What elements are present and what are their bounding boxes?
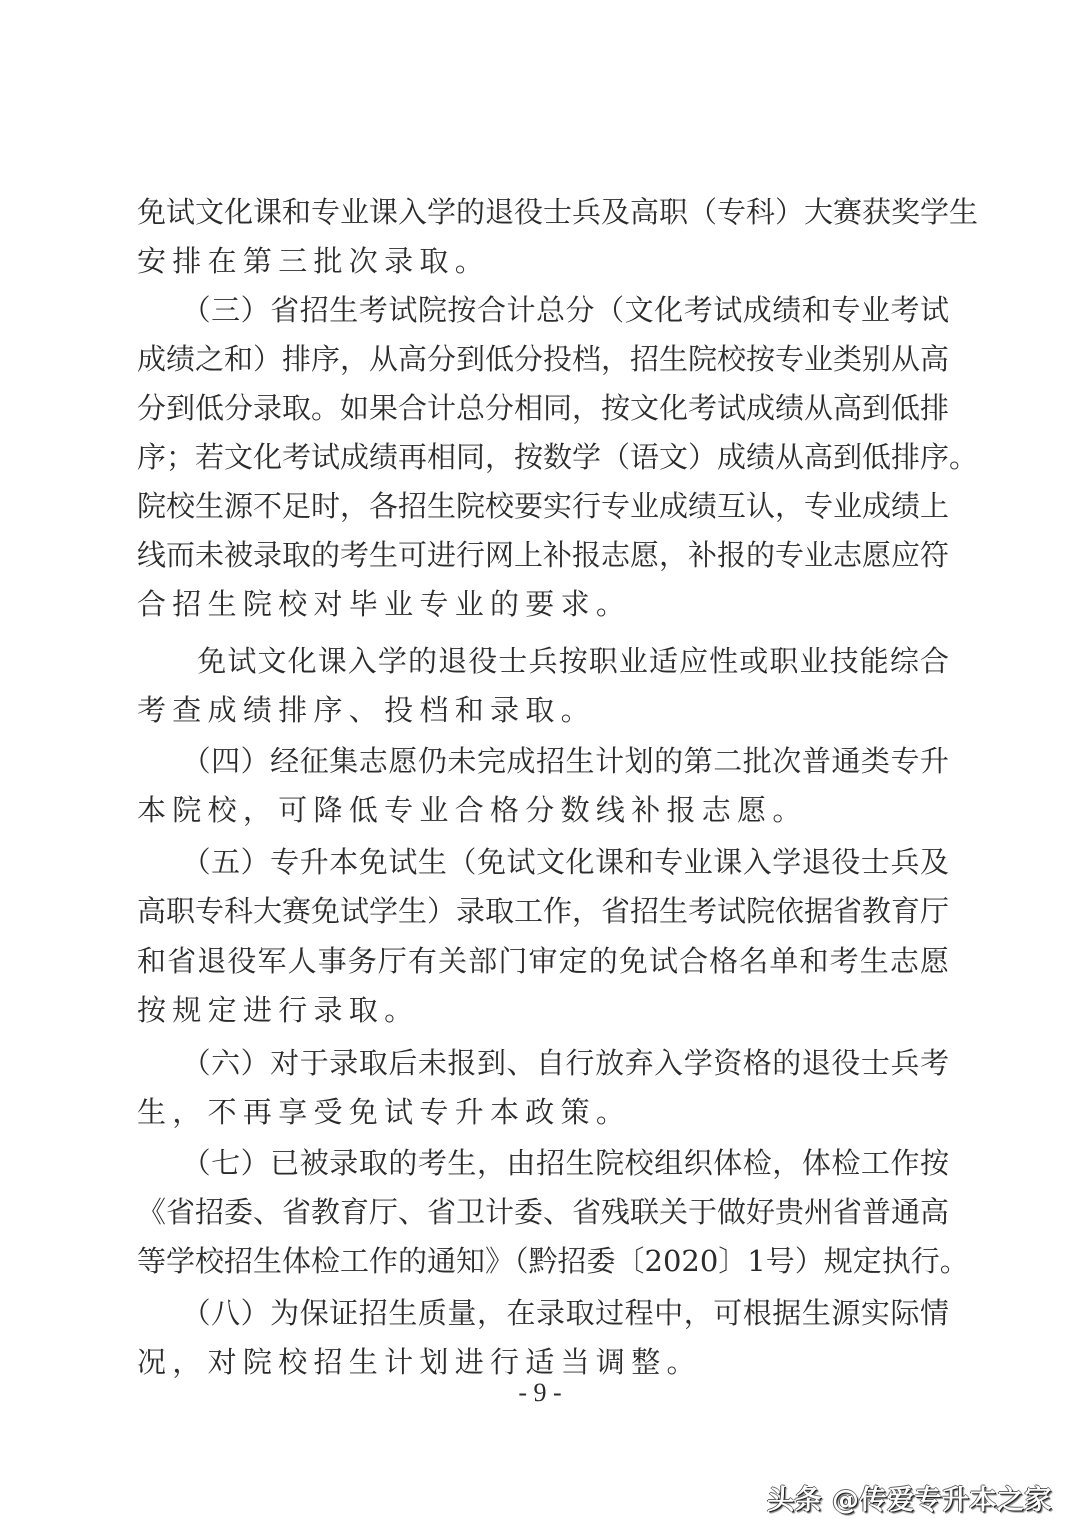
text-line: 合招生院校对毕业专业的要求。: [137, 587, 632, 621]
text-line: （五）专升本免试生（免试文化课和专业课入学退役士兵及: [137, 845, 949, 879]
text-line: 序；若文化考试成绩再相同，按数学（语文）成绩从高到低排序。: [137, 440, 979, 474]
text-line: 免试文化课和专业课入学的退役士兵及高职（专科）大赛获奖学生: [137, 195, 979, 229]
text-line: 按规定进行录取。: [137, 993, 420, 1027]
text-line: 分到低分录取。如果合计总分相同，按文化考试成绩从高到低排: [137, 391, 950, 425]
text-line: 《省招委、省教育厅、省卫计委、省残联关于做好贵州省普通高: [137, 1195, 950, 1229]
text-line: （三）省招生考试院按合计总分（文化考试成绩和专业考试: [137, 293, 949, 327]
text-line: 和省退役军人事务厅有关部门审定的免试合格名单和考生志愿: [137, 944, 949, 978]
text-line: 院校生源不足时，各招生院校要实行专业成绩互认，专业成绩上: [137, 489, 950, 523]
text-line: 安排在第三批次录取。: [137, 244, 491, 278]
text-line: 成绩之和）排序，从高分到低分投档，招生院校按专业类别从高: [137, 342, 950, 376]
text-line: 本院校，可降低专业合格分数线补报志愿。: [137, 793, 808, 827]
text-line: 线而未被录取的考生可进行网上补报志愿，补报的专业志愿应符: [137, 538, 950, 572]
text-line: （七）已被录取的考生，由招生院校组织体检，体检工作按: [137, 1146, 949, 1180]
source-watermark: 头条 @传爱专升本之家: [767, 1485, 1052, 1516]
text-line: 高职专科大赛免试学生）录取工作，省招生考试院依据省教育厅: [137, 894, 950, 928]
text-line: （六）对于录取后未报到、自行放弃入学资格的退役士兵考: [137, 1046, 949, 1080]
text-line: 考查成绩排序、投档和录取。: [137, 693, 596, 727]
text-line: 等学校招生体检工作的通知》（黔招委〔2020〕1号）规定执行。: [137, 1244, 969, 1278]
page-number: - 9 -: [518, 1378, 562, 1407]
text-line: 生，不再享受免试专升本政策。: [137, 1095, 632, 1129]
text-line: 况，对院校招生计划进行适当调整。: [137, 1345, 702, 1379]
text-line: （八）为保证招生质量，在录取过程中，可根据生源实际情: [137, 1296, 949, 1330]
text-line: （四）经征集志愿仍未完成招生计划的第二批次普通类专升: [137, 744, 949, 778]
text-line: 免试文化课入学的退役士兵按职业适应性或职业技能综合: [137, 644, 949, 678]
